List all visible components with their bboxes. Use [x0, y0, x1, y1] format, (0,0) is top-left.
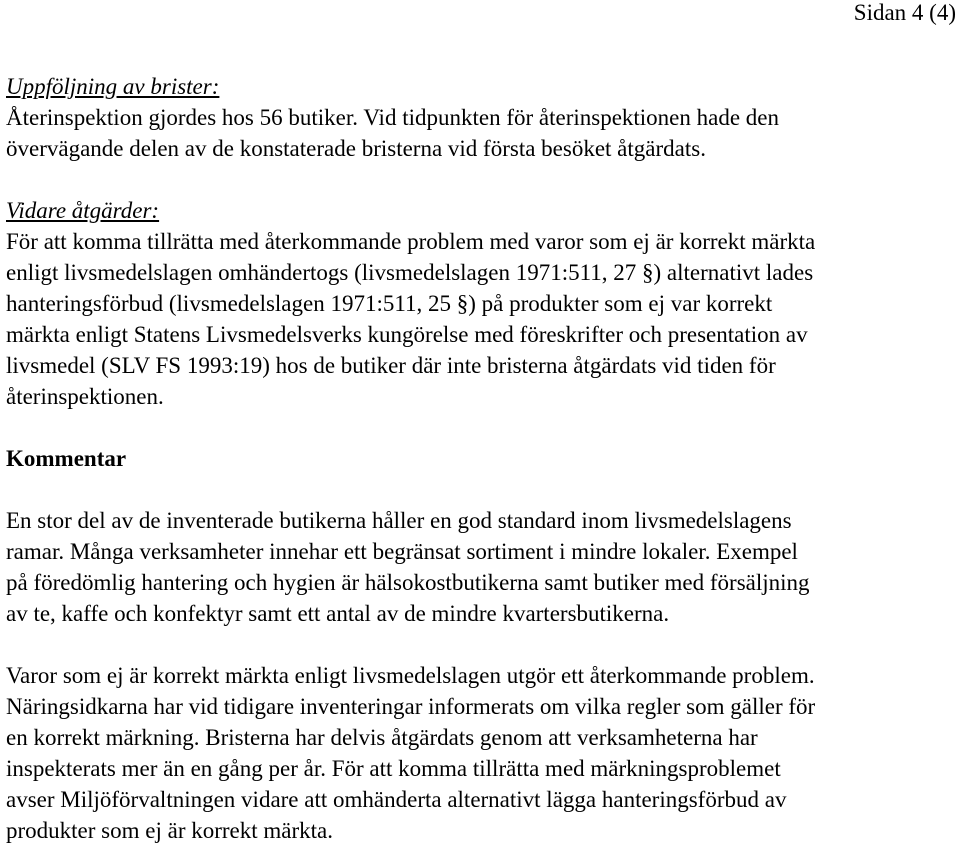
further-actions-line: För att komma tillrätta med återkommande problem med varor som ej är korrekt märkta	[6, 229, 816, 254]
paragraph-gap	[6, 164, 956, 195]
further-actions-section	[6, 195, 956, 412]
follow-up-line: Återinspektion gjordes hos 56 butiker. Vid tidpunkten för återinspektionen hade den	[6, 105, 780, 130]
comment-paragraph2-line: inspekterats mer än en gång per år. För att komma tillrätta med märkningsproblemet	[6, 756, 781, 781]
comment-paragraph2-line: Näringsidkarna har vid tidigare inventeringar informerats om vilka regler som gäller för	[6, 694, 816, 719]
comment-paragraph1-line: på föredömlig hantering och hygien är hälsokostbutikerna samt butiker med försäljning	[6, 570, 810, 595]
comment-paragraph2-line: en korrekt märkning. Bristerna har delvis åtgärdats genom att verksamheterna har	[6, 725, 758, 750]
page-number: Sidan 4 (4)	[853, 0, 956, 25]
further-actions-line: enligt livsmedelslagen omhändertogs (livsmedelslagen 1971:511, 27 §) alternativt lades	[6, 260, 814, 285]
further-actions-line: märkta enligt Statens Livsmedelsverks kungörelse med föreskrifter och presentation av	[6, 322, 808, 347]
further-actions-line: återinspektionen.	[6, 384, 164, 409]
follow-up-line: övervägande delen av de konstaterade bristerna vid första besöket åtgärdats.	[6, 136, 706, 161]
follow-up-section	[6, 71, 956, 164]
comment-paragraph2-line: produkter som ej är korrekt märkta.	[6, 818, 333, 843]
comment-paragraph1-line: av te, kaffe och konfektyr samt ett antal av de mindre kvartersbutikerna.	[6, 601, 670, 626]
follow-up-heading: Uppföljning av brister:	[6, 74, 220, 99]
comment-heading: Kommentar	[6, 446, 127, 471]
comment-paragraph2-line: avser Miljöförvaltningen vidare att omhänderta alternativt lägga hanteringsförbud av	[6, 787, 787, 812]
comment-paragraph1-line: En stor del av de inventerade butikerna håller en god standard inom livsmedelslagens	[6, 508, 792, 533]
further-actions-heading: Vidare åtgärder:	[6, 198, 160, 223]
paragraph-gap	[6, 412, 956, 443]
further-actions-line: livsmedel (SLV FS 1993:19) hos de butiker där inte bristerna åtgärdats vid tiden för	[6, 353, 776, 378]
document-body	[6, 71, 956, 846]
comment-paragraph1-line: ramar. Många verksamheter innehar ett begränsat sortiment i mindre lokaler. Exempel	[6, 539, 798, 564]
comment-section	[6, 443, 956, 846]
further-actions-line: hanteringsförbud (livsmedelslagen 1971:511, 25 §) på produkter som ej var korrekt	[6, 291, 773, 316]
comment-paragraph2-line: Varor som ej är korrekt märkta enligt livsmedelslagen utgör ett återkommande problem.	[6, 663, 815, 688]
paragraph-gap	[6, 474, 956, 505]
paragraph-gap	[6, 629, 956, 660]
